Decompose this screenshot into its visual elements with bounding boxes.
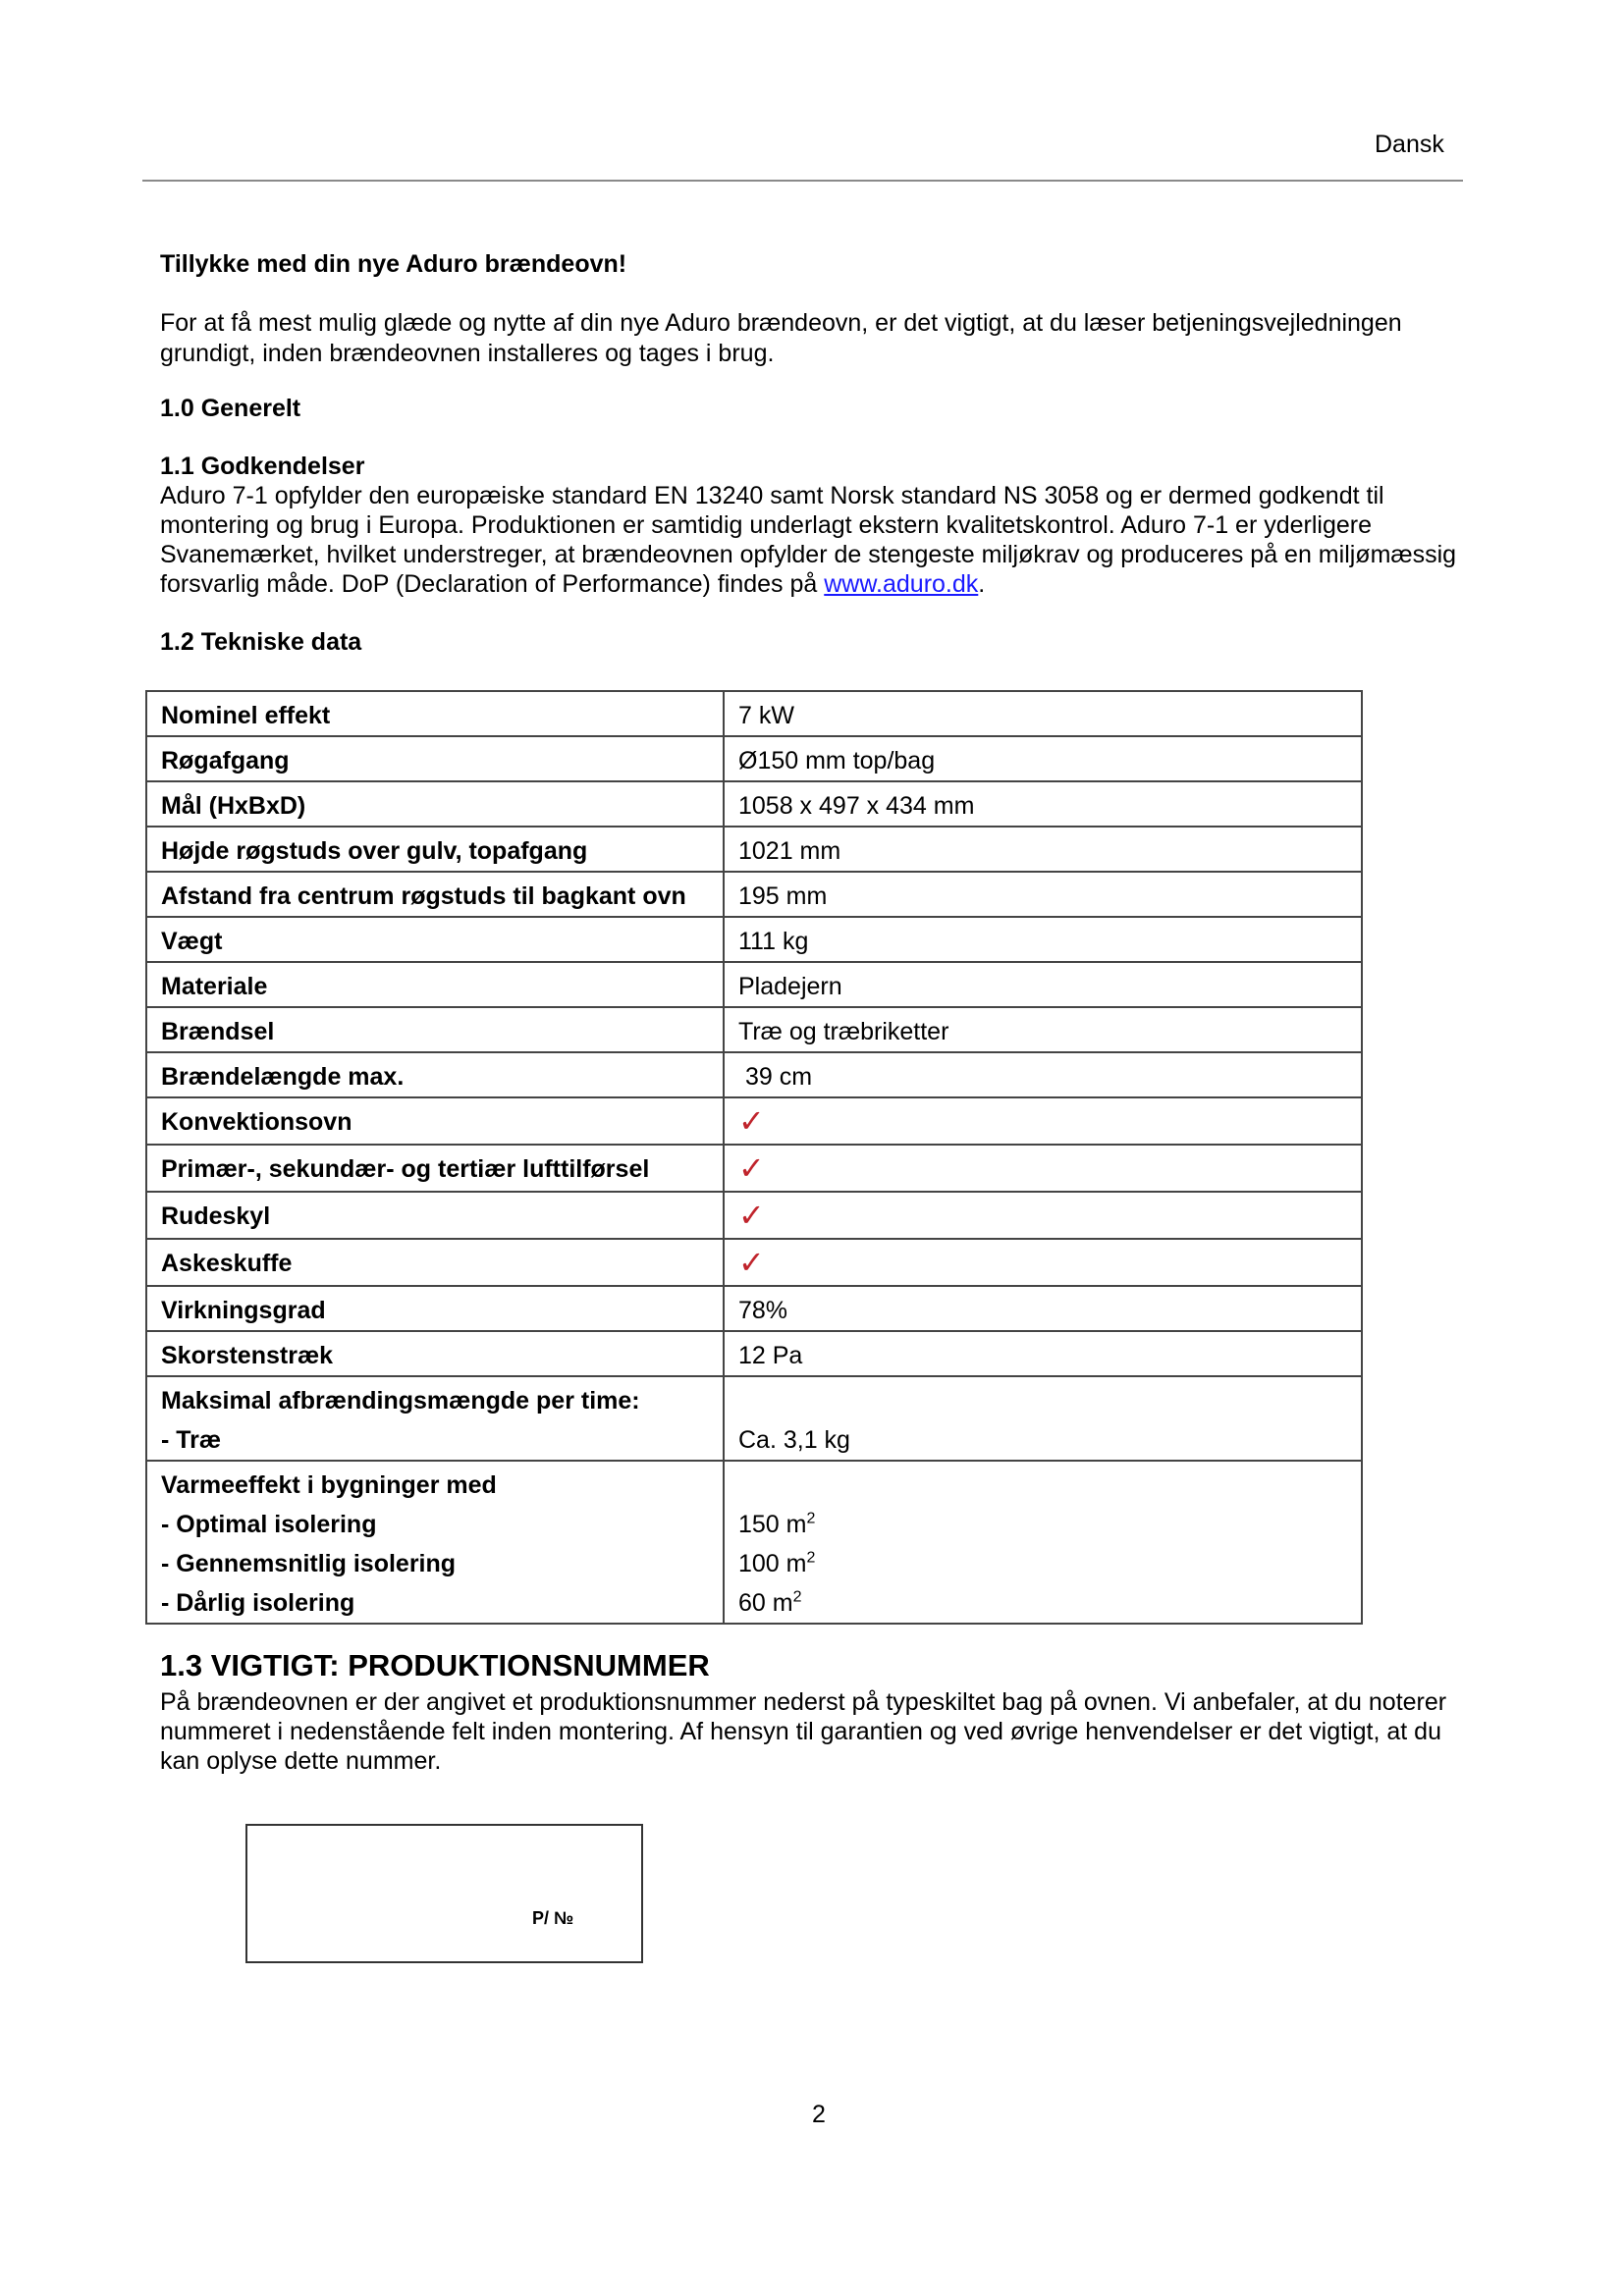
row-label: Mål (HxBxD)	[146, 781, 724, 827]
table-row	[146, 1192, 1362, 1239]
row-label: Rudeskyl	[146, 1192, 724, 1239]
header-divider	[142, 180, 1463, 182]
page-content	[160, 250, 1476, 1776]
table-row	[146, 781, 1362, 827]
max-burn-label: Maksimal afbrændingsmængde per time:	[161, 1387, 640, 1415]
table-row	[146, 1239, 1362, 1286]
table-row	[146, 1097, 1362, 1145]
checkmark-icon: ✓	[738, 1198, 765, 1233]
row-value	[724, 1461, 1362, 1624]
row-label: Konvektionsovn	[146, 1097, 724, 1145]
table-row	[146, 1145, 1362, 1192]
row-label	[146, 1376, 724, 1461]
row-label: Skorstenstræk	[146, 1331, 724, 1376]
row-label: Vægt	[146, 917, 724, 962]
row-label: Afstand fra centrum røgstuds til bagkant ovn	[146, 872, 724, 917]
section-heading-produktionsnummer: 1.3 VIGTIGT: PRODUKTIONSNUMMER	[160, 1648, 710, 1682]
row-value: 1058 x 497 x 434 mm	[724, 781, 1362, 827]
table-row	[146, 962, 1362, 1007]
row-label: Nominel effekt	[146, 691, 724, 736]
godkendelser-text: Aduro 7-1 opfylder den europæiske standard EN 13240 samt Norsk standard NS 3058 og er dermed godkendt til montering og brug i Europa. Produktionen er samtidig underlagt ekstern kvalitetskontrol. Aduro 7-1 er yderligere Svanemærket, hvilket understreger, at brændeovnen opfylder de stengeste miljøkrav og produceres på en miljømæssig forsvarlig måde. DoP (Declaration of Performance) findes på	[160, 482, 1457, 598]
heat-optimal-value: 150 $m^2$	[738, 1510, 816, 1538]
page-number: 2	[812, 2101, 826, 2128]
table-row	[146, 917, 1362, 962]
table-row	[146, 1461, 1362, 1624]
heat-poor-value: 60 $m^2$	[738, 1588, 802, 1617]
table-row	[146, 872, 1362, 917]
row-value-text: 39 cm	[744, 1063, 813, 1091]
row-value: 111 kg	[724, 917, 1362, 962]
row-value: 78%	[724, 1286, 1362, 1331]
godkendelser-trailing: .	[978, 570, 986, 598]
row-label: Røgafgang	[146, 736, 724, 781]
row-value	[724, 1052, 1362, 1097]
section-heading-generelt: 1.0 Generelt	[160, 395, 301, 422]
row-value: Ø150 mm top/bag	[724, 736, 1362, 781]
table-row	[146, 1286, 1362, 1331]
row-label: Højde røgstuds over gulv, topafgang	[146, 827, 724, 872]
table-row	[146, 1376, 1362, 1461]
table-row	[146, 1052, 1362, 1097]
max-burn-sublabel: - Træ	[161, 1426, 222, 1454]
row-value: Pladejern	[724, 962, 1362, 1007]
table-row	[146, 1007, 1362, 1052]
row-value	[724, 1376, 1362, 1461]
row-label: Materiale	[146, 962, 724, 1007]
row-value	[724, 1097, 1362, 1145]
row-value: Træ og træbriketter	[724, 1007, 1362, 1052]
intro-paragraph: For at få mest mulig glæde og nytte af din nye Aduro brændeovn, er det vigtigt, at du læser betjeningsvejledningen grundigt, inden brændeovnen installeres og tages i brug.	[160, 309, 1402, 367]
page-title: Tillykke med din nye Aduro brændeovn!	[160, 250, 627, 278]
row-label: Primær-, sekundær- og tertiær lufttilførsel	[146, 1145, 724, 1192]
checkmark-icon: ✓	[738, 1245, 765, 1280]
row-value: 7 kW	[724, 691, 1362, 736]
row-label: Brændsel	[146, 1007, 724, 1052]
aduro-link[interactable]: www.aduro.dk	[824, 570, 979, 598]
row-value	[724, 1192, 1362, 1239]
heat-average-label: - Gennemsnitlig isolering	[161, 1550, 457, 1577]
section-heading-godkendelser: 1.1 Godkendelser	[160, 453, 365, 480]
table-row	[146, 736, 1362, 781]
row-value: 1021 mm	[724, 827, 1362, 872]
table-row	[146, 691, 1362, 736]
max-burn-value: Ca. 3,1 kg	[738, 1426, 850, 1454]
production-number-box[interactable]	[245, 1824, 643, 1963]
heat-average-value: 100 $m^2$	[738, 1549, 816, 1577]
heat-poor-label: - Dårlig isolering	[161, 1589, 355, 1617]
heat-optimal-label: - Optimal isolering	[161, 1511, 377, 1538]
table-row	[146, 827, 1362, 872]
checkmark-icon: ✓	[738, 1103, 765, 1139]
row-label: Askeskuffe	[146, 1239, 724, 1286]
production-number-label: P/ №	[532, 1908, 574, 1928]
row-label: Brændelængde max.	[146, 1052, 724, 1097]
row-label: Virkningsgrad	[146, 1286, 724, 1331]
section-heading-tekniske-data: 1.2 Tekniske data	[160, 628, 362, 656]
produktionsnummer-paragraph: På brændeovnen er der angivet et produktionsnummer nederst på typeskiltet bag på ovnen. Vi anbefaler, at du noterer nummeret i nedenstående felt inden montering. Af hensyn til garantien og ved øvrige henvendelser er det vigtigt, at du kan oplyse dette nummer.	[160, 1688, 1447, 1775]
table-row	[146, 1331, 1362, 1376]
row-value: 12 Pa	[724, 1331, 1362, 1376]
tech-data-table	[145, 690, 1363, 1625]
heat-label: Varmeeffekt i bygninger med	[161, 1471, 497, 1499]
row-value: 195 mm	[724, 872, 1362, 917]
header-language: Dansk	[1375, 131, 1444, 158]
checkmark-icon: ✓	[738, 1150, 765, 1186]
row-value	[724, 1239, 1362, 1286]
godkendelser-paragraph	[160, 481, 1476, 599]
row-label	[146, 1461, 724, 1624]
row-value	[724, 1145, 1362, 1192]
